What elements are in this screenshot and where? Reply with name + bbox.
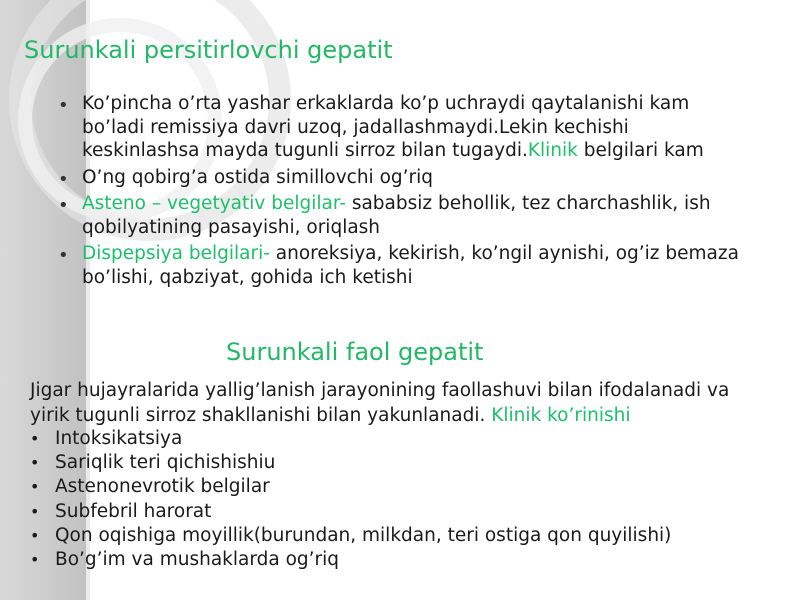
list-item <box>30 548 770 572</box>
bullet-icon: • <box>58 195 69 216</box>
list-item <box>30 427 770 451</box>
list-item <box>58 92 748 163</box>
item-text: Qon oqishiga moyillik(burundan, milkdan, teri ostiga qon quyilishi) <box>55 524 672 546</box>
list-item <box>30 475 770 499</box>
item-text: sababsiz behollik, tez charchashlik, ish qobilyatining pasayishi, oriqlash <box>82 193 711 238</box>
item-lead: Asteno – vegetyativ belgilar- <box>82 193 346 214</box>
item-text: Intoksikatsiya <box>55 428 183 449</box>
item-text: Subfebril harorat <box>55 500 212 522</box>
bullet-icon: • <box>30 550 40 570</box>
bullet-list-persistent <box>58 92 748 292</box>
list-item <box>58 166 748 190</box>
bullet-icon: • <box>58 168 69 190</box>
bullet-list-active <box>30 427 770 572</box>
description-text: Jigar hujayralarida yallig’lanish jarayonining faollashuvi bilan ifodalanadi va yirik tugunli sirroz shakllanishi bilan yakunlanadi. <box>30 380 730 426</box>
bullet-icon: • <box>30 477 40 497</box>
clinical-picture-label: Klinik ko’rinishi <box>491 405 631 426</box>
bullet-icon: • <box>30 501 40 521</box>
item-tail: belgilari kam <box>577 140 704 161</box>
active-hepatitis-description <box>30 378 770 428</box>
bullet-icon: • <box>58 245 69 266</box>
item-text: Sariqlik teri qichishishiu <box>55 452 276 474</box>
item-text: Ko’pincha o’rta yashar erkaklarda ko’p uchraydi qaytalanishi kam bo’ladi remissiya davri uzoq, jadallashmaydi.Lekin kechishi keskinlashsa mayda tugunli sirroz bilan tugaydi. <box>82 93 690 161</box>
bullet-icon: • <box>58 95 69 116</box>
list-item <box>30 451 770 475</box>
bullet-icon: • <box>30 525 40 545</box>
list-item <box>58 242 748 289</box>
item-text: anoreksiya, kekirish, ko’ngil aynishi, og’iz bemaza bo’lishi, qabziyat, gohida ich ketishi <box>82 243 739 288</box>
item-text: Bo’g’im va mushaklarda og’riq <box>55 549 340 571</box>
bullet-icon: • <box>30 429 40 448</box>
section-title-active-hepatitis: Surunkali faol gepatit <box>226 338 484 366</box>
list-item <box>30 500 770 524</box>
item-lead: Dispepsiya belgilari- <box>82 243 270 264</box>
section-title-persistent-hepatitis: Surunkali persitirlovchi gepatit <box>24 36 393 64</box>
item-text: O’ng qobirg’a ostida simillovchi og’riq <box>82 166 434 188</box>
bullet-icon: • <box>30 453 40 473</box>
list-item <box>58 192 748 239</box>
item-green-tail: Klinik <box>527 140 578 161</box>
list-item <box>30 524 770 548</box>
item-text: Astenonevrotik belgilar <box>55 476 270 498</box>
